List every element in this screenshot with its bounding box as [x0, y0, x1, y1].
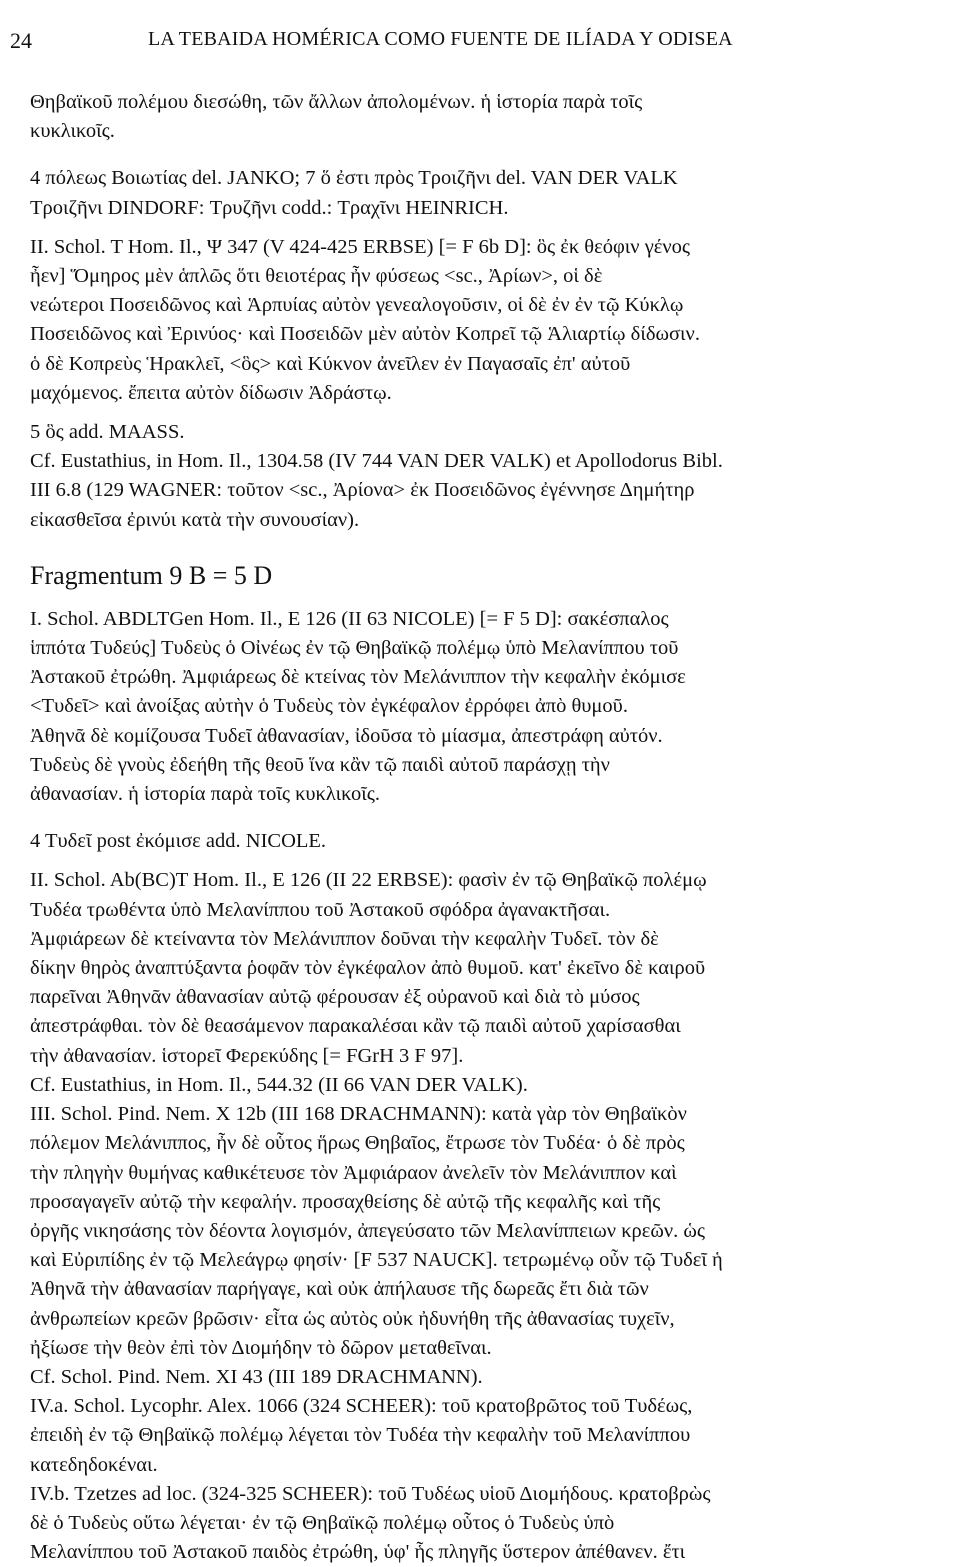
page-number: 24	[10, 28, 32, 53]
scholion-paragraph: II. Schol. T Hom. Il., Ψ 347 (V 424-425 ERBSE) [= F 6b D]: ὃς ἐκ θεόφιν γένος ἦεν] Ὅμηρος μὲν ἁπλῶς ὅτι θειοτέρας ἦν φύσεως <sc., Ἀρίων>, οἱ δὲ νεώτεροι Ποσειδῶνος καὶ Ἁρπυίας αὐτὸν γενεαλογοῦσιν, οἱ δὲ ἐν ἐν τῷ Κύκλῳ Ποσειδῶνος καὶ Ἐρινύος· καὶ Ποσειδῶν μὲν αὐτὸν Κοπρεῖ τῷ Ἁλιαρτίῳ δίδωσιν. ὁ δὲ Κοπρεὺς Ἡρακλεῖ, <ὃς> καὶ Κύκνον ἀνεῖλεν ἐν Παγασαῖς ἐπ' αὐτοῦ μαχόμενος. ἔπειτα αὐτὸν δίδωσιν Ἀδράστῳ.	[30, 235, 700, 404]
scholion-paragraph: IV.a. Schol. Lycophr. Alex. 1066 (324 SCHEER): τοῦ κρατοβρῶτος τοῦ Τυδέως, ἐπειδὴ ἐν τῷ Θηβαϊκῷ πολέμῳ λέγεται τὸν Τυδέα τὴν κεφαλὴν τοῦ Μελανίππου κατεδηδοκέναι. IV.b. Tzetzes ad loc. (324-325 SCHEER): τοῦ Τυδέως υἱοῦ Διομήδους. κρατοβρὼς δὲ ὁ Τυδεὺς οὕτω λέγεται· ἐν τῷ Θηβαϊκῷ πολέμῳ οὗτος ὁ Τυδεὺς ὑπὸ Μελανίππου τοῦ Ἀστακοῦ παιδὸς ἐτρώθη, ὑφ' ἧς πληγῆς ὕστερον ἀπέθανεν. ἔτι	[30, 1395, 711, 1564]
running-head: LA TEBAIDA HOMÉRICA COMO FUENTE DE ILÍADA Y ODISEA	[148, 28, 733, 50]
critical-note: 4 πόλεως Βοιωτίας del. JANKO; 7 ὅ ἐστι πρὸς Τροιζῆνι del. VAN DER VALK Τροιζῆνι DINDORF: Τρυζῆνι codd.: Τραχῖνι HEINRICH.	[30, 167, 678, 219]
scholion-paragraph: I. Schol. ABDLTGen Hom. Il., Ε 126 (II 63 NICOLE) [= F 5 D]: σακέσπαλος ἱππότα Τυδεύς] Τυδεὺς ὁ Οἰνέως ἐν τῷ Θηβαϊκῷ πολέμῳ ὑπὸ Μελανίππου τοῦ Ἀστακοῦ ἐτρώθη. Ἀμφιάρεως δὲ κτείνας τὸν Μελάνιππον τὴν κεφαλὴν ἐκόμισε <Τυδεῖ> καὶ ἀνοίξας αὐτὴν ὁ Τυδεὺς τὸν ἐγκέφαλον ἐρρόφει ἀπὸ θυμοῦ. Ἀθηνᾶ δὲ κομίζουσα Τυδεῖ ἀθανασίαν, ἰδοῦσα τὸ μίασμα, ἀπεστράφη αὐτόν. Τυδεὺς δὲ γνοὺς ἐδεήθη τῆς θεοῦ ἵνα κἂν τῷ παιδὶ αὐτοῦ παράσχῃ τὴν ἀθανασίαν. ἡ ἱστορία παρὰ τοῖς κυκλικοῖς.	[30, 607, 686, 806]
scholion-paragraph: III. Schol. Pind. Nem. X 12b (III 168 DRACHMANN): κατὰ γὰρ τὸν Θηβαϊκὸν πόλεμον Μελάνιππος, ἦν δὲ οὗτος ἥρως Θηβαῖος, ἔτρωσε τὸν Τυδέα· ὁ δὲ πρὸς τὴν πληγὴν θυμήνας καθικέτευσε τὸν Ἀμφιάραον ἀνελεῖν τὸν Μελάνιππον καὶ προσαγαγεῖν αὐτῷ τὴν κεφαλήν. προσαχθείσης δὲ αὐτῷ τῆς κεφαλῆς καὶ τῆς ὀργῆς νικησάσης τὸν δέοντα λογισμόν, ἀπεγεύσατο τῶν Μελανίππειων κρεῶν. ὡς καὶ Εὐριπίδης ἐν τῷ Μελεάγρῳ φησίν· [F 537 NAUCK]. τετρωμένῳ οὖν τῷ Τυδεῖ ἡ Ἀθηνᾶ τὴν ἀθανασίαν παρήγαγε, καὶ οὐκ ἀπήλαυσε τῆς δωρεᾶς ἔτι διὰ τῶν ἀνθρωπείων κρεῶν βρῶσιν· εἶτα ὡς αὐτὸς οὐκ ἠδυνήθη τῆς ἀθανασίας τυχεῖν, ἠξίωσε τὴν θεὸν ἐπὶ τὸν Διομήδην τὸ δῶρον μεταθεῖναι. Cf. Schol. Pind. Nem. XI 43 (III 189 DRACHMANN).	[30, 1103, 723, 1388]
critical-note: 4 Τυδεῖ post ἐκόμισε add. NICOLE.	[30, 830, 327, 853]
critical-note: 5 ὃς add. MAASS. Cf. Eustathius, in Hom. Il., 1304.58 (IV 744 VAN DER VALK) et Apollodorus Bibl. III 6.8 (129 WAGNER: τοῦτον <sc., Ἀρίονα> ἐκ Ποσειδῶνος ἐγέννησε Δημήτηρ εἰκασθεῖσα ἐρινύι κατὰ τὴν συνουσίαν).	[30, 421, 723, 531]
fragment-heading: Fragmentum 9 B = 5 D	[30, 560, 273, 590]
scholion-paragraph: II. Schol. Ab(BC)T Hom. Il., Ε 126 (II 22 ERBSE): φασὶν ἐν τῷ Θηβαϊκῷ πολέμῳ Τυδέα τρωθέντα ὑπὸ Μελανίππου τοῦ Ἀστακοῦ σφόδρα ἀγανακτῆσαι. Ἀμφιάρεων δὲ κτείναντα τὸν Μελάνιππον δοῦναι τὴν κεφαλὴν Τυδεῖ. τὸν δὲ δίκην θηρὸς ἀναπτύξαντα ῥοφᾶν τὸν ἐγκέφαλον ἀπὸ θυμοῦ. κατ' ἐκεῖνο δὲ καιροῦ παρεῖναι Ἀθηνᾶν ἀθανασίαν αὐτῷ φέρουσαν ἐξ οὐρανοῦ καὶ διὰ τὸ μύσος ἀπεστράφθαι. τὸν δὲ θεασάμενον παρακαλέσαι κἂν τῷ παιδὶ αὐτοῦ χαρίσασθαι τὴν ἀθανασίαν. ἱστορεῖ Φερεκύδης [= FGrH 3 F 97]. Cf. Eustathius, in Hom. Il., 544.32 (II 66 VAN DER VALK).	[30, 869, 707, 1096]
page-header	[10, 28, 950, 58]
paragraph-continuation: Θηβαϊκοῦ πολέμου διεσώθη, τῶν ἄλλων ἀπολομένων. ἡ ἱστορία παρὰ τοῖς κυκλικοῖς.	[30, 91, 643, 143]
page-body	[30, 88, 960, 1567]
